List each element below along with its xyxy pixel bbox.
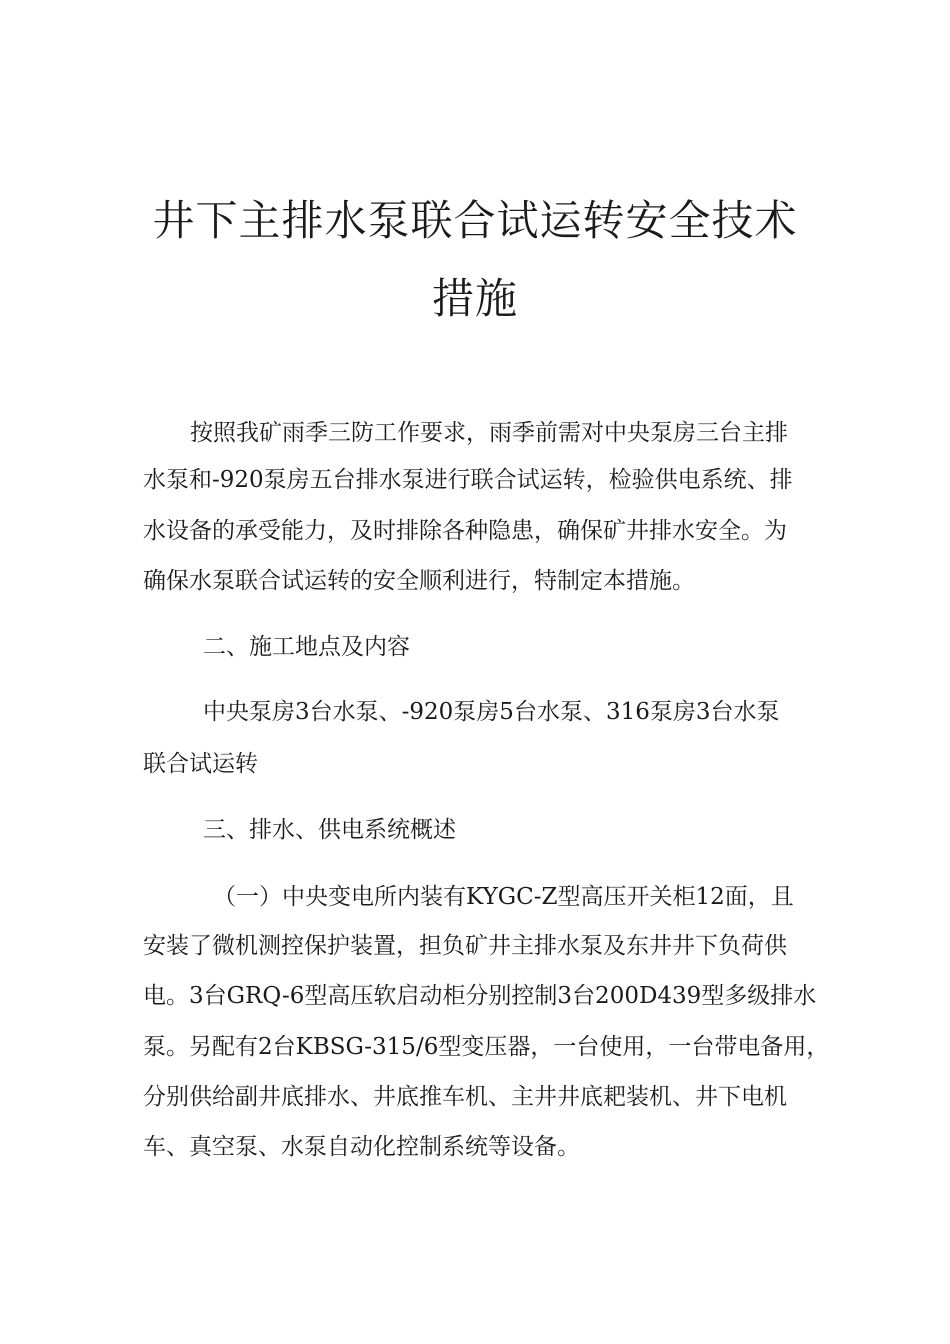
intro-line-1: 按照我矿雨季三防工作要求，雨季前需对中央泵房三台主排	[190, 420, 788, 446]
intro-line-2: 水泵和-920泵房五台排水泵进行联合试运转，检验供电系统、排	[143, 467, 793, 493]
section-2-line-1: 中央泵房3台水泵、-920泵房5台水泵、316泵房3台水泵	[203, 699, 780, 725]
document-title-line-2: 措施	[431, 274, 518, 323]
section-3-para-line-2: 安装了微机测控保护装置，担负矿井主排水泵及东井井下负荷供	[143, 933, 787, 959]
document-title-line-1: 井下主排水泵联合试运转安全技术	[152, 196, 798, 245]
section-3-heading: 三、排水、供电系统概述	[203, 817, 456, 843]
section-3-para-line-6: 车、真空泵、水泵自动化控制系统等设备。	[143, 1134, 580, 1160]
intro-line-4: 确保水泵联合试运转的安全顺利进行，特制定本措施。	[143, 568, 695, 594]
section-2-heading: 二、施工地点及内容	[203, 634, 410, 660]
section-3-para-line-5: 分别供给副井底排水、井底推车机、主井井底耙装机、井下电机	[143, 1084, 787, 1110]
section-3-para-line-4: 泵。另配有2台KBSG-315/6型变压器，一台使用，一台带电备用，	[143, 1034, 830, 1060]
intro-line-3: 水设备的承受能力，及时排除各种隐患，确保矿井排水安全。为	[143, 518, 787, 544]
section-3-para-line-3: 电。3台GRQ-6型高压软启动柜分别控制3台200D439型多级排水	[143, 983, 817, 1009]
section-3-para-line-1: （一）中央变电所内装有KYGC-Z型高压开关柜12面，且	[213, 884, 794, 910]
section-2-line-2: 联合试运转	[143, 751, 258, 777]
